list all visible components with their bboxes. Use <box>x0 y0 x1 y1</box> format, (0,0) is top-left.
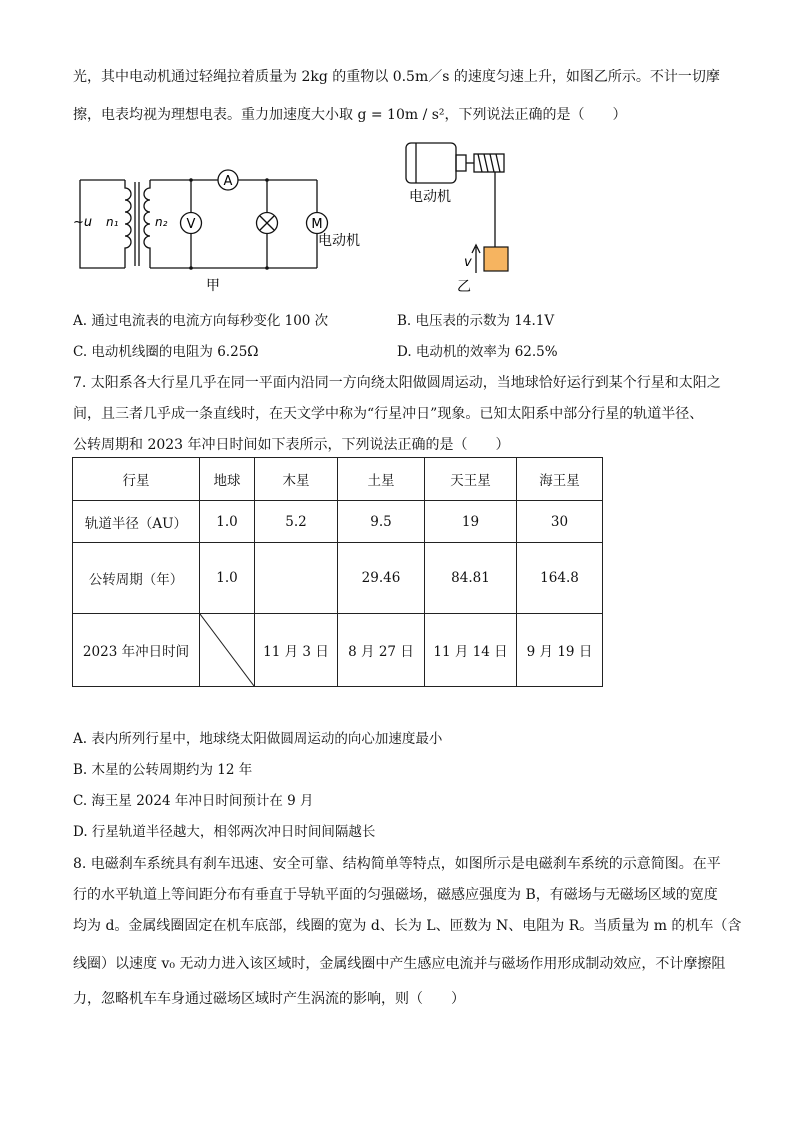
table-cell: 29.46 <box>338 543 425 614</box>
table-header-row <box>73 458 603 501</box>
velocity-label: v <box>464 255 472 270</box>
table-row <box>73 501 603 543</box>
table-cell: 164.8 <box>517 543 603 614</box>
table-cell: 1.0 <box>200 501 255 543</box>
q8-stem-line-4: 线圈）以速度 v₀ 无动力进入该区域时，金属线圈中产生感应电流并与磁场作用形成制动效应，不计摩擦阻 <box>73 956 726 972</box>
q7-option-d: D. 行星轨道半径越大，相邻两次冲日时间间隔越长 <box>73 824 376 840</box>
table-cell: 1.0 <box>200 543 255 614</box>
motor-name-label: 电动机 <box>318 233 360 249</box>
q8-stem-line-1: 8. 电磁刹车系统具有刹车迅速、安全可靠、结构简单等特点，如图所示是电磁刹车系统的示意简图。在平 <box>73 856 721 872</box>
table-cell: 11 月 3 日 <box>255 614 338 687</box>
table-cell: 19 <box>425 501 517 543</box>
yi-motor-label: 电动机 <box>409 189 451 205</box>
q7-stem-line-2: 间，且三者几乎成一条直线时，在天文学中称为“行星冲日”现象。已知太阳系中部分行星的轨道半径、 <box>73 406 704 422</box>
header-cell: 海王星 <box>517 458 603 501</box>
q7-stem-line-1: 7. 太阳系各大行星几乎在同一平面内沿同一方向绕太阳做圆周运动，当地球恰好运行到某个行星和太阳之 <box>73 375 721 391</box>
q7-option-b: B. 木星的公转周期约为 12 年 <box>73 762 253 778</box>
row-label: 公转周期（年） <box>73 543 200 614</box>
table-cell: 84.81 <box>425 543 517 614</box>
motor-symbol-label: M <box>311 217 323 232</box>
q7-option-c: C. 海王星 2024 年冲日时间预计在 9 月 <box>73 793 314 809</box>
voltmeter-label: V <box>186 217 196 232</box>
planet-table <box>72 457 603 687</box>
q6-stem-line-1: 光，其中电动机通过轻绳拉着质量为 2kg 的重物以 0.5m／s 的速度匀速上升，如图乙所示。不计一切摩 <box>73 69 720 85</box>
q6-option-a: A. 通过电流表的电流方向每秒变化 100 次 <box>73 313 329 329</box>
q8-stem-line-3: 均为 d。金属线圈固定在机车底部，线圈的宽为 d、长为 L、匝数为 N、电阻为 R。当质量为 m 的机车（含 <box>73 918 742 934</box>
figure-jia-caption: 甲 <box>206 278 220 294</box>
q6-option-d: D. 电动机的效率为 62.5% <box>397 344 558 360</box>
q6-option-c: C. 电动机线圈的电阻为 6.25Ω <box>73 344 259 360</box>
q8-stem-line-2: 行的水平轨道上等间距分布有垂直于导轨平面的匀强磁场，磁感应强度为 B，有磁场与无磁场区域的宽度 <box>73 887 718 903</box>
circuit-diagram-jia <box>70 160 370 295</box>
table-cell: 9 月 19 日 <box>517 614 603 687</box>
q7-stem-line-3: 公转周期和 2023 年冲日时间如下表所示，下列说法正确的是（ ） <box>73 437 510 453</box>
motor-lift-diagram-yi <box>400 135 530 295</box>
header-cell: 地球 <box>200 458 255 501</box>
table-cell: 9.5 <box>338 501 425 543</box>
header-cell: 行星 <box>73 458 200 501</box>
empty-diagonal-cell <box>200 614 255 687</box>
weight-block <box>484 247 508 271</box>
motor-body-icon <box>406 143 456 183</box>
table-cell <box>255 543 338 614</box>
q7-option-a: A. 表内所列行星中，地球绕太阳做圆周运动的向心加速度最小 <box>73 731 443 747</box>
table-cell: 11 月 14 日 <box>425 614 517 687</box>
q6-option-b: B. 电压表的示数为 14.1V <box>397 313 555 329</box>
table-cell: 5.2 <box>255 501 338 543</box>
row-label: 轨道半径（AU） <box>73 501 200 543</box>
primary-turns-label: n₁ <box>106 215 119 229</box>
row-label: 2023 年冲日时间 <box>73 614 200 687</box>
q6-stem-line-2: 擦，电表均视为理想电表。重力加速度大小取 g = 10m / s²，下列说法正确的是（ ） <box>73 107 627 123</box>
table-cell: 8 月 27 日 <box>338 614 425 687</box>
ammeter-label: A <box>223 174 233 189</box>
table-row <box>73 543 603 614</box>
figure-yi-caption: 乙 <box>457 279 471 295</box>
source-label: ~u <box>73 215 93 230</box>
secondary-turns-label: n₂ <box>155 215 168 229</box>
table-cell: 30 <box>517 501 603 543</box>
table-row <box>73 614 603 687</box>
header-cell: 天王星 <box>425 458 517 501</box>
q8-stem-line-5: 力，忽略机车车身通过磁场区域时产生涡流的影响，则（ ） <box>73 991 465 1007</box>
header-cell: 木星 <box>255 458 338 501</box>
header-cell: 土星 <box>338 458 425 501</box>
